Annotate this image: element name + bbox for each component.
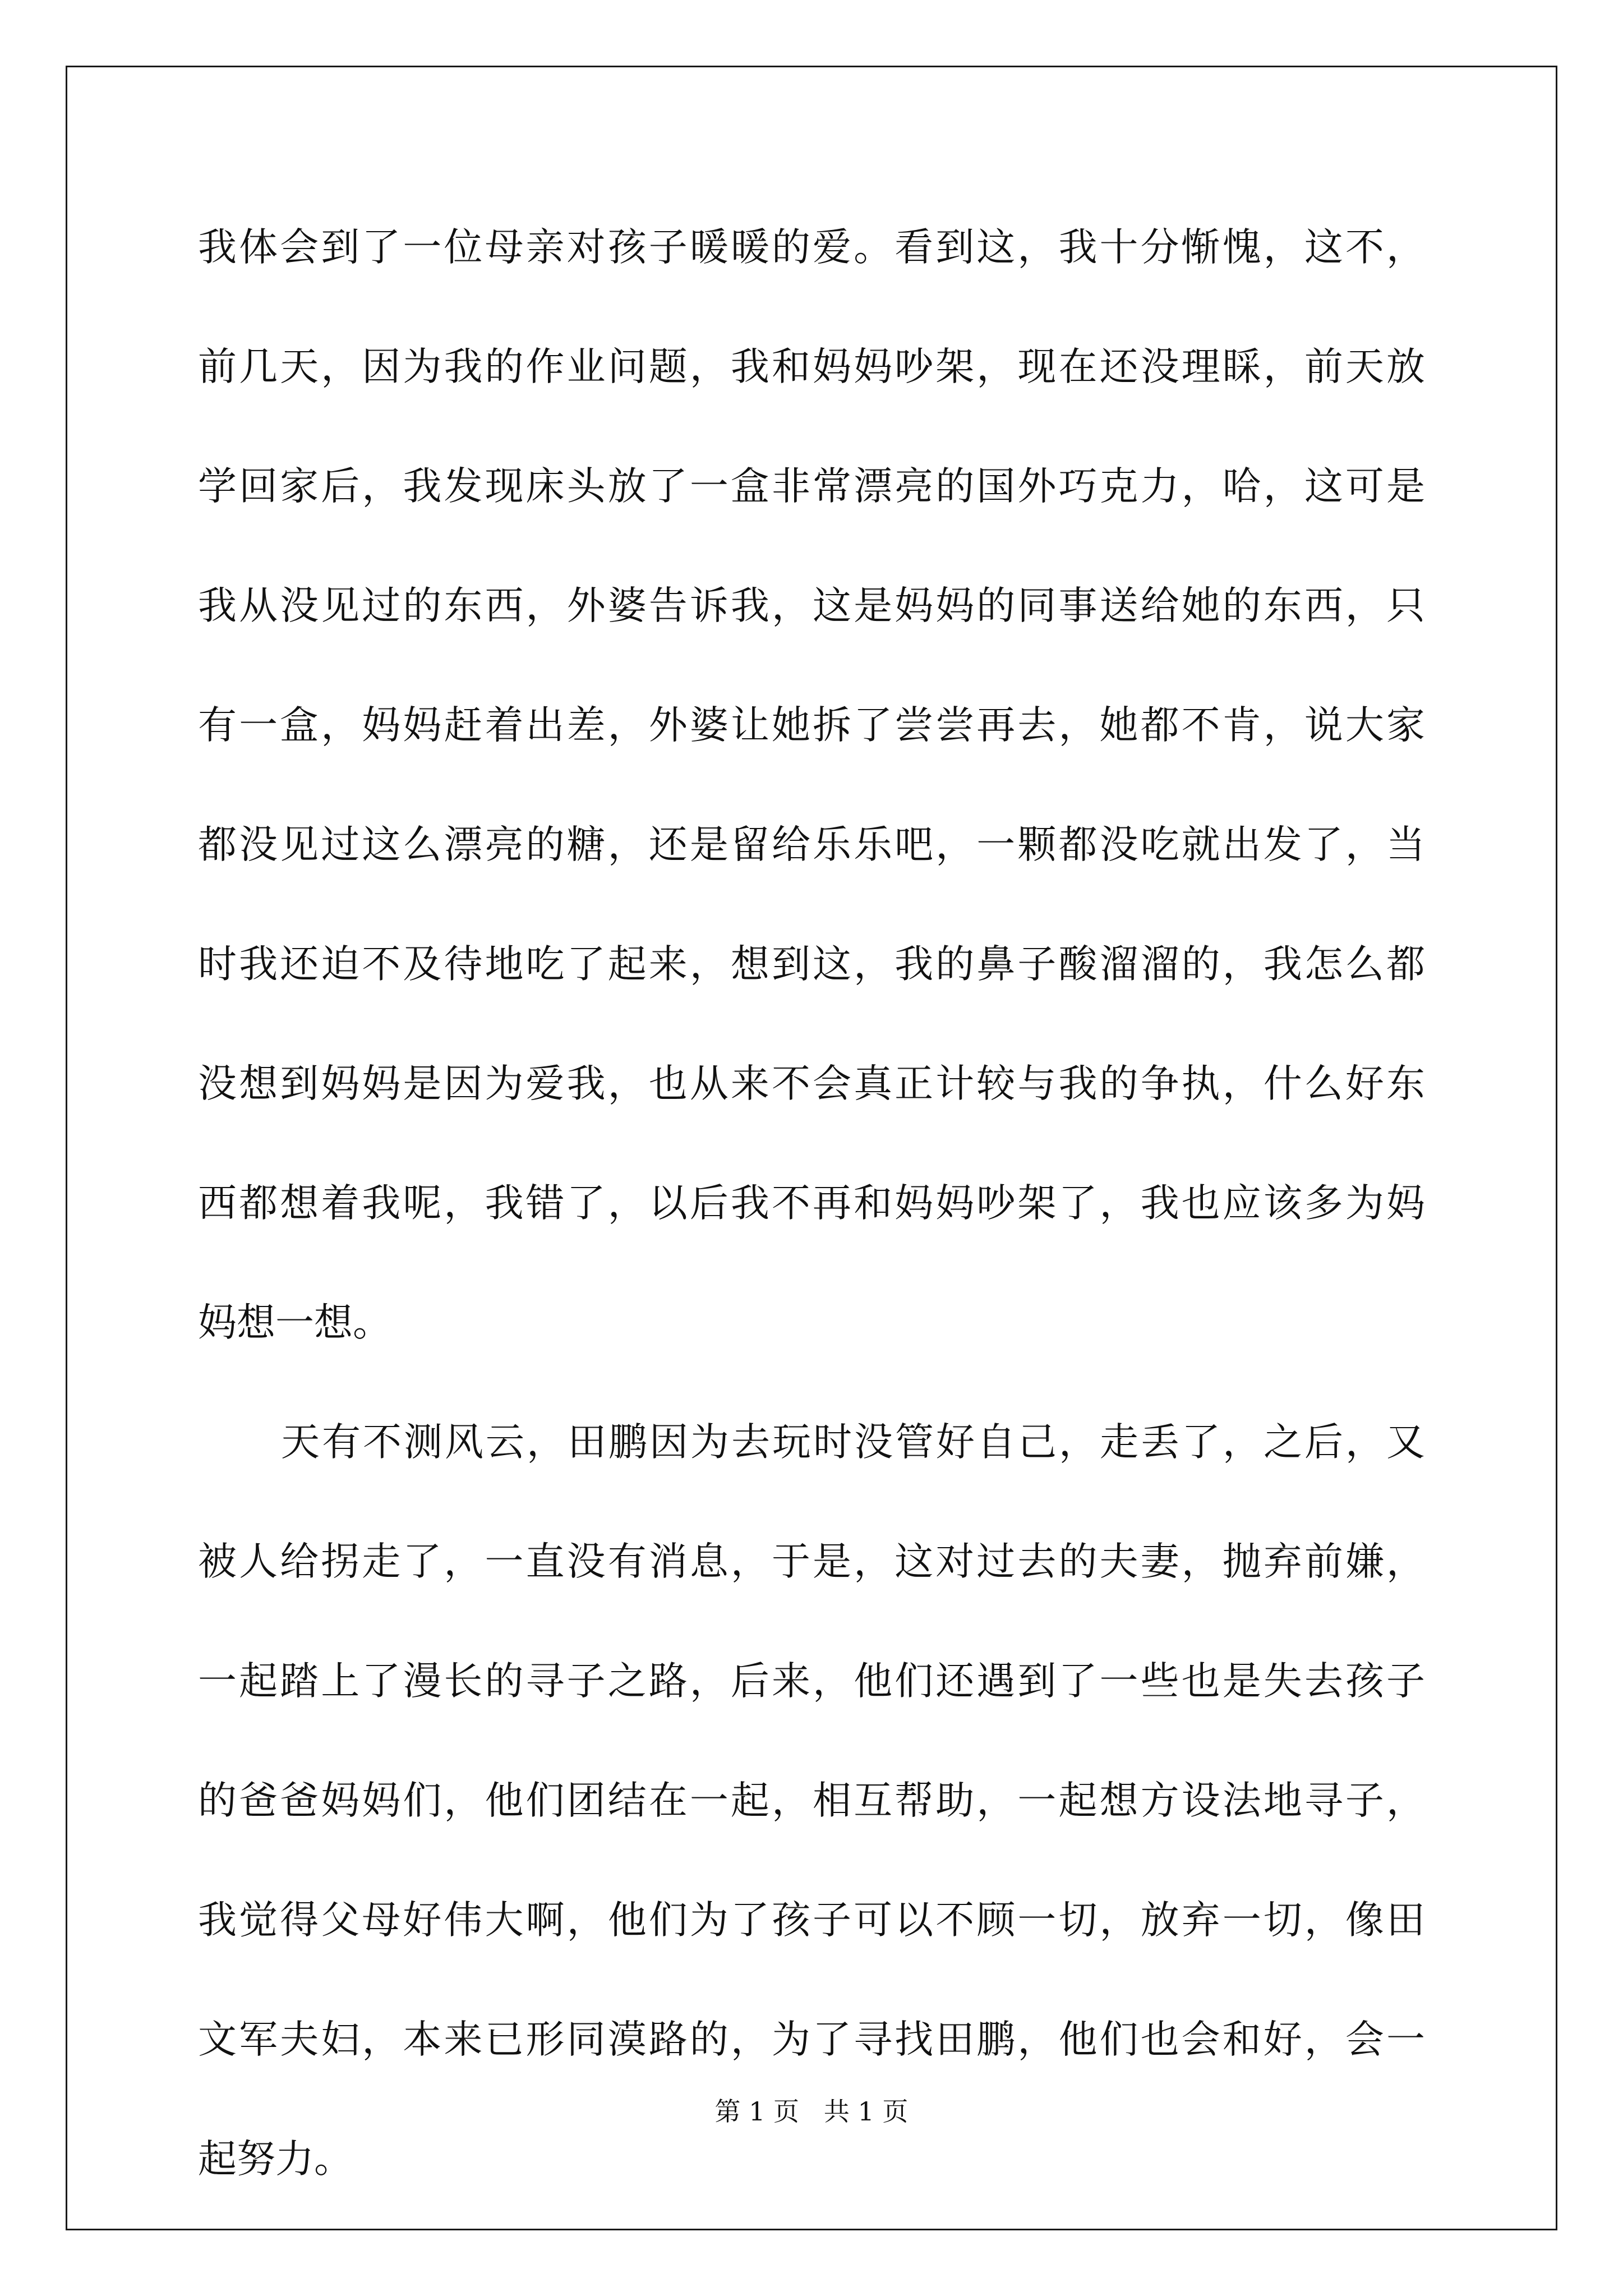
text-line: 我从没见过的东西，外婆告诉我，这是妈妈的同事送给她的东西，只 <box>198 583 1425 628</box>
text-line: 文军夫妇，本来已形同漠路的，为了寻找田鹏，他们也会和好，会一 <box>198 2017 1425 2062</box>
text-line: 学回家后，我发现床头放了一盒非常漂亮的国外巧克力，哈，这可是 <box>198 464 1425 509</box>
text-line: 没想到妈妈是因为爱我，也从来不会真正计较与我的争执，什么好东 <box>198 1061 1425 1106</box>
text-line: 起努力。 <box>198 2137 353 2182</box>
text-line: 有一盒，妈妈赶着出差，外婆让她拆了尝尝再去，她都不肯，说大家 <box>198 703 1425 748</box>
text-line: 一起踏上了漫长的寻子之路，后来，他们还遇到了一些也是失去孩子 <box>198 1659 1425 1704</box>
text-line: 被人给拐走了，一直没有消息，于是，这对过去的夫妻，抛弃前嫌， <box>198 1539 1425 1584</box>
text-line: 时我还迫不及待地吃了起来，想到这，我的鼻子酸溜溜的，我怎么都 <box>198 942 1425 987</box>
text-line: 妈想一想。 <box>198 1300 391 1345</box>
text-line: 西都想着我呢，我错了，以后我不再和妈妈吵架了，我也应该多为妈 <box>198 1181 1425 1226</box>
text-line: 的爸爸妈妈们，他们团结在一起，相互帮助，一起想方设法地寻子， <box>198 1778 1425 1823</box>
text-line: 都没见过这么漂亮的糖，还是留给乐乐吧，一颗都没吃就出发了，当 <box>198 822 1425 867</box>
document-body <box>198 188 1425 2219</box>
page-number-footer: 第 1 页 共 1 页 <box>714 2096 909 2127</box>
text-line: 前几天，因为我的作业问题，我和妈妈吵架，现在还没理睬，前天放 <box>198 344 1425 389</box>
paragraph-first-line: 天有不测风云，田鹏因为去玩时没管好自己，走丢了，之后，又 <box>281 1420 1425 1465</box>
text-line: 我体会到了一位母亲对孩子暖暖的爱。看到这，我十分惭愧，这不， <box>198 225 1425 270</box>
text-line: 我觉得父母好伟大啊，他们为了孩子可以不顾一切，放弃一切，像田 <box>198 1898 1425 1943</box>
